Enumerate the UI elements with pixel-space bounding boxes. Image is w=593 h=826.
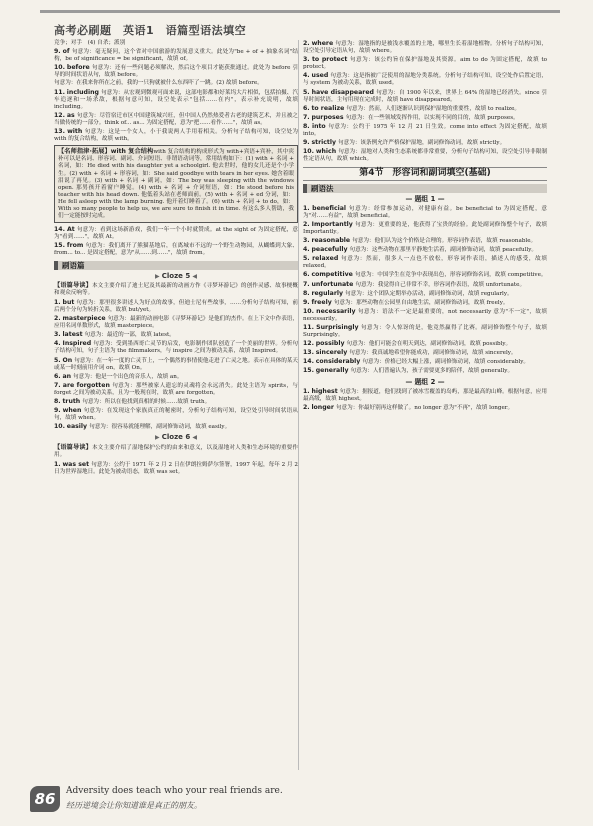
- entry-number: 11.: [303, 324, 314, 331]
- entry-answer: On: [62, 356, 73, 364]
- entry-explanation: 句意为：这是指被广泛使用的湿地分类系统。分析句子结构可知，设空处作后置定语，与 system 为被动关系，故填 used。: [303, 73, 547, 87]
- entry-explanation: 句意为：然而，人们逐渐认识到保护湿地的重要性，故填 to realize。: [346, 105, 521, 112]
- section-title-passages: 刷语篇: [54, 261, 298, 270]
- entry-number: 13.: [54, 128, 65, 136]
- entry-number: 7.: [303, 280, 310, 288]
- entry-explanation: 句意为：最近的一部，故填 latest。: [84, 332, 175, 339]
- answer-entry: [303, 404, 547, 412]
- reading-guide-title: 【语篇导读】: [54, 443, 92, 451]
- entry-number: 4.: [303, 72, 310, 80]
- entry-number: 12.: [54, 111, 65, 119]
- entry-explanation: 句意为：我真诚地希望你能成功，副词修饰动词，故填 sincerely。: [349, 350, 517, 357]
- entry-explanation: 句意为：语法不一定是最重要的，not necessarily 意为"不一定"，故填 necessarily。: [303, 308, 548, 322]
- answer-entry: [54, 373, 298, 381]
- answer-entry: [54, 112, 298, 127]
- entry-answer: to realize: [311, 104, 345, 112]
- tip-box-body: with 复合结构的构成形式为 with+宾语+宾补，其中宾补可以是名词、形容词、副词、介词短语、非谓语动词等，常用结构如下：(1) with + 名词 + 名词，如：He died with his daughter yet a schoolgirl. 他去世时，他的女儿还是个小学生。(2) with + 名词 + 形容词，如：She said goodbye with tears in her eyes. 她含着眼泪说了再见。(3) with + 名词 + 副词，如：The boy was sleeping with the windows open. 那男孩开着窗户睡觉。(4) with + 名词 + 介词短语，如：He stood before his teacher with his head down. 他低着头站在老师面前。(5) with + 名词 + ed 分词，如：He fell asleep with the lamp burning. 他开着灯睡着了。(6) with + 名词 + to do，如：With so many people to help us, we are sure to finish it in time. 有这么多人帮助，我们一定能按时完成。: [58, 149, 294, 220]
- answer-entry: [54, 423, 298, 431]
- answer-entry: [54, 461, 298, 476]
- entry-explanation: 句意为：中国学生在竞争中表现出色，形容词修饰名词，故填 competitive。: [354, 272, 547, 279]
- entry-number: 5.: [303, 255, 310, 263]
- answer-entry: [303, 72, 547, 87]
- left-column: [54, 40, 298, 477]
- answer-entry: [54, 331, 298, 339]
- entry-number: 5.: [303, 88, 310, 96]
- entry-explanation: 句意为：那些被家人遗忘的灵魂将会永远消失。此处主语为 spirits，与 forget 之间为被动关系，且为一般现在时，故填 are forgotten。: [54, 382, 298, 396]
- section-title-grammar: 刷语法: [303, 184, 547, 193]
- entry-number: 1.: [303, 387, 310, 395]
- entry-answer: easily: [66, 423, 88, 431]
- cloze-heading-label: Cloze 5: [161, 271, 191, 280]
- entry-explanation: 句意为：经常参加运动，对健康有益。be beneficial to 为固定搭配，意为"对……有益"，故填 beneficial。: [303, 205, 547, 219]
- entry-answer: from: [66, 242, 84, 250]
- answer-entry: [54, 315, 298, 330]
- cloze-heading: [54, 273, 298, 280]
- entry-explanation: 句意为：毫无疑问，这个省对中国旅游的发展意义重大。此处为"be + of + 抽象名词"结构，be of significance = be significant，故填 of。: [54, 49, 299, 63]
- entry-number: 4.: [303, 246, 310, 254]
- answer-entry: [54, 242, 298, 257]
- entry-number: 9.: [54, 48, 61, 56]
- tip-box: [54, 145, 298, 223]
- answer-entry: [303, 105, 547, 113]
- answer-entry: [54, 398, 298, 406]
- entry-answer: reasonable: [311, 237, 351, 245]
- entry-explanation: 句意为：自 1900 年以来，世界上 64% 的湿地已经消失。since 引导时间状语，主句用现在完成时，故填 have disappeared。: [303, 89, 548, 103]
- entry-answer: relaxed: [312, 255, 339, 263]
- footer-quote-chinese: 经历逆境会让你知道谁是真正的朋友。: [66, 801, 202, 810]
- answer-entry: [303, 139, 547, 147]
- answer-entry: [303, 40, 547, 55]
- reading-guide-title: 【语篇导读】: [54, 281, 92, 289]
- diamond-icon: —: [405, 194, 415, 203]
- answer-entry: [54, 64, 298, 79]
- entry-answer: possibly: [315, 340, 345, 348]
- entry-explanation: 句意为：这是一个女人，小于我说两人手用着相关。分析句子结构可知，设空处为 with 的复合结构，故填 with。: [54, 129, 298, 143]
- entry-explanation: 句意为：我觉得自己非常不幸，形容词作表语，故填 unfortunate。: [355, 281, 526, 288]
- answer-entry: [303, 271, 547, 279]
- entry-number: 1.: [54, 460, 61, 468]
- answer-entry: [303, 388, 547, 403]
- entry-explanation: 句意为：所以在他找到真相的时候……故填 truth。: [82, 399, 211, 406]
- entry-answer: masterpiece: [62, 315, 106, 323]
- entry-number: 9.: [54, 407, 61, 415]
- entry-number: 15.: [54, 242, 65, 250]
- column-divider: [298, 40, 299, 770]
- answer-entry: [303, 205, 547, 220]
- entry-explanation: 句意为：这个团队定期举办活动，副词修饰动词，故填 regularly。: [345, 290, 513, 297]
- entry-number: 2.: [303, 403, 310, 411]
- answer-entry: [303, 237, 547, 245]
- entry-answer: necessarily: [316, 307, 356, 315]
- entry-answer: with: [67, 128, 83, 136]
- entry-number: 10.: [54, 64, 65, 72]
- cloze-heading-label: Cloze 6: [161, 433, 191, 442]
- answer-entry: [303, 56, 547, 71]
- entry-number: 3.: [303, 237, 310, 245]
- entry-explanation: 句意为：我们离开了熊猫基地后，在离城市不远的一个野生动物园，从蝴蝶到大象、from... to... 是固定搭配，意为"从……到……"，故填 from。: [54, 243, 298, 257]
- section-4-title: 第4节 形容词和副词填空(基础): [303, 167, 547, 180]
- entry-answer: where: [311, 40, 334, 47]
- entry-explanation: 句意为：更重要的是，他获得了宝贵的经验。此处副词修饰整个句子，故填 Importantly。: [303, 221, 547, 235]
- entry-number: 5.: [54, 356, 61, 364]
- entry-number: 1.: [303, 204, 310, 212]
- entry-explanation: 句意为：他们认为这个价格是合理的。形容词作表语，故填 reasonable。: [352, 238, 537, 245]
- entry-number: 6.: [303, 104, 310, 112]
- entry-number: 7.: [54, 381, 61, 389]
- entry-answer: are forgotten: [62, 381, 110, 389]
- entry-number: 12.: [303, 340, 314, 348]
- answer-entry: [54, 340, 298, 355]
- entry-answer: latest: [62, 331, 83, 339]
- entry-answer: used: [311, 72, 329, 80]
- group-heading: [303, 196, 547, 203]
- answer-entry: [303, 324, 547, 339]
- entry-explanation: 句意为：受到墨西哥亡灵节的启发，电影制作团队创造了一个美丽的世界。分析句子结构可知，句子主语为 the filmmakers，与 inspire 之间为被动关系，故填 Inspired。: [54, 341, 298, 355]
- triangle-icon: ◀: [190, 434, 197, 442]
- entry-explanation: 句意为：令人惊讶的是，他竟然赢得了比赛。副词修饰整个句子，故填 Surprisingly。: [303, 325, 547, 339]
- page-number: 86: [30, 786, 60, 812]
- group-heading-label: 题组 1: [414, 194, 436, 203]
- entry-answer: competitive: [311, 271, 353, 279]
- entry-number: 4.: [54, 340, 61, 348]
- diamond-icon: —: [435, 194, 445, 203]
- entry-explanation: 句意为：从宏观到微观可面来说，这部电影都和好莱坞大片相似，包括拍摄、汽车追逐和一场杀敌，根据句意可知，设空处表示"包括……在内"，表示补充说明，故填 including。: [54, 89, 298, 110]
- entry-answer: Importantly: [311, 220, 353, 228]
- answer-entry: [54, 407, 298, 422]
- entry-answer: beneficial: [312, 204, 347, 212]
- reading-guide-text: 本文主要介绍了迪士尼及其最新的动画方作《寻梦环游记》的创作灵感、故事梗概和观众反响等。: [54, 282, 298, 296]
- entry-answer: freely: [311, 298, 332, 306]
- entry-explanation: 句意为：公约于 1971 年 2 月 2 日在伊朗拉姆萨尔签署，1997 年起，每年 2 月 2 日为世界湿地日。此处为被动语态，故填 was set。: [54, 461, 298, 475]
- entry-answer: to protect: [311, 56, 348, 64]
- cloze-heading: [54, 434, 298, 441]
- entry-explanation: 句意为：公约于 1975 年 12 月 21 日生效。come into effect 为固定搭配，故填 into。: [303, 123, 548, 138]
- answer-entry: [303, 299, 547, 307]
- triangle-icon: ▶: [155, 272, 162, 280]
- entry-number: 11.: [54, 88, 65, 96]
- answer-entry: [303, 349, 547, 357]
- answer-entry: [303, 89, 547, 104]
- entry-number: 2.: [303, 40, 310, 47]
- answer-entry: [303, 367, 547, 375]
- entry-number: 9.: [303, 298, 310, 306]
- entry-number: 14.: [54, 226, 65, 234]
- reading-guide: [54, 282, 298, 297]
- entry-answer: sincerely: [315, 349, 348, 357]
- entry-answer: which: [315, 148, 337, 156]
- reading-guide: [54, 444, 298, 459]
- running-head: 高考必刷题 英语1 语篇型语法填空: [54, 24, 247, 37]
- entry-explanation: 句意为：他们可能会在明天到达，副词修饰动词，故填 possibly。: [346, 341, 512, 348]
- answer-entry: [303, 340, 547, 348]
- entry-explanation: 句意为：湿地指的是被浅水覆盖的土地，哪里生长着湿地植物。分析句子结构可知，设空处引导定语从句，故填 where。: [303, 41, 547, 55]
- entry-number: 6.: [303, 271, 310, 279]
- entry-number: 3.: [54, 331, 61, 339]
- entry-number: 8.: [303, 122, 310, 130]
- entry-explanation: 句意为：湿地对人类和生态系统都非常重要，分析句子结构可知，设空处引导非限制性定语从句，故填 which。: [303, 149, 547, 163]
- entry-explanation: 句意为：该条例允许严格保护湿地，副词修饰动词，故填 strictly。: [338, 140, 506, 147]
- answer-entry: [303, 123, 547, 138]
- triangle-icon: ▶: [155, 434, 162, 442]
- entry-number: 2.: [54, 315, 61, 323]
- entry-explanation: 句意为：看到这场新游戏，我们一年一个小时就赞成。at the sight of 为固定搭配，意为"看到……"，故填 At。: [54, 227, 298, 241]
- entry-answer: before: [66, 64, 90, 72]
- diamond-icon: —: [435, 377, 445, 386]
- entry-explanation: 句意为：很容易就能理解，副词修饰动词，故填 easily。: [89, 424, 231, 431]
- answer-entry: [303, 148, 547, 163]
- entry-answer: purposes: [311, 113, 344, 121]
- entry-explanation: 句意为：该公约旨在保护湿地及其资源。aim to do 为固定搭配，故填 to protect。: [303, 57, 547, 71]
- entry-number: 2.: [303, 220, 310, 228]
- entry-answer: unfortunate: [311, 280, 354, 288]
- entry-answer: as: [66, 111, 75, 119]
- answer-entry: [303, 281, 547, 289]
- entry-explanation: 句意为：那些动物在公园里自由地生活，副词修饰动词，故填 freely。: [333, 299, 509, 306]
- entry-explanation: 句意为：据报道，他们找到了被冰雪覆盖的岛屿，那是最高的山峰。根据句意，应用最高级，故填 highest。: [303, 388, 547, 402]
- entry-explanation: 句意为：在一年一度的亡灵节上，一个偶然的事情使他走进了亡灵之地。表示在具体的某天或某一时刻前用介词 on，故填 On。: [54, 357, 298, 371]
- tip-box-title: 【名师指津·拓展】with 复合结构: [58, 148, 154, 156]
- answer-entry: [54, 48, 298, 63]
- entry-answer: have disappeared: [311, 88, 374, 96]
- entry-number: 9.: [303, 139, 310, 147]
- entry-answer: Inspired: [62, 340, 92, 348]
- entry-explanation: 句意为：在发现这个家族真正的秘密时，分析句子结构可知，设空处引导时间状语从句，故填 when。: [54, 408, 298, 422]
- entry-answer: when: [62, 407, 82, 415]
- entry-answer: generally: [315, 367, 349, 375]
- entry-answer: Surprisingly: [316, 324, 359, 331]
- right-column: [303, 40, 547, 413]
- answer-entry: [54, 357, 298, 372]
- entry-number: 14.: [303, 358, 314, 366]
- entry-answer: regularly: [311, 289, 344, 297]
- answer-entry: [54, 40, 298, 47]
- entry-number: 10.: [303, 148, 314, 156]
- answer-entry: [54, 80, 298, 87]
- answer-entry: [303, 246, 547, 254]
- entry-answer: highest: [311, 387, 338, 395]
- entry-number: 7.: [303, 113, 310, 121]
- entry-explanation: 句意为：尽管宿迁市区中国建筑城兴旺，但中国人仍然热爱者古老的建筑艺术，并且被之当做传统的一部分。think of... as... 为固定搭配，意为"把……看作……"，故填 as。: [54, 112, 298, 126]
- entry-answer: truth: [62, 398, 81, 406]
- entry-number: 3.: [303, 56, 310, 64]
- entry-answer: but: [62, 298, 75, 306]
- entry-explanation: 句意为：这些动物在那里平静地生活着，副词修饰动词，故填 peacefully。: [349, 247, 537, 254]
- entry-explanation: 句意为：人们普遍认为，孩子需要更多的陪伴，故填 generally。: [350, 368, 514, 375]
- entry-answer: was set: [62, 460, 90, 468]
- answer-entry: [303, 221, 547, 236]
- answer-entry: [303, 358, 547, 366]
- reading-guide-text: 本文主要介绍了湿地保护公约的由来和意义，以及湿地对人类和生态环境的重要作用。: [54, 444, 298, 458]
- entry-answer: strictly: [311, 139, 337, 147]
- answer-entry: [54, 299, 298, 314]
- answer-entry: [54, 128, 298, 143]
- entry-number: 6.: [54, 372, 61, 380]
- answer-entry: [54, 382, 298, 397]
- entry-answer: including: [66, 88, 99, 96]
- entry-number: 13.: [303, 349, 314, 357]
- answer-entry: [303, 114, 547, 122]
- footer-quote-english: Adversity does teach who your real friends are.: [66, 786, 283, 796]
- entry-explanation: 句意为：还有一些问题必须解决，然后这个项目才能获批通过。此处为 before 引导的时间状语从句，故填 before。: [54, 65, 298, 79]
- entry-answer: peacefully: [311, 246, 348, 254]
- entry-number: 10.: [54, 423, 65, 431]
- entry-answer: of: [62, 48, 70, 56]
- answer-entry: [54, 89, 298, 111]
- group-heading: [303, 379, 547, 386]
- entry-explanation: 句意为：在一些领域发挥作用，以实现不同的目的，故填 purposes。: [345, 114, 519, 121]
- entry-explanation: 竞争；对手 (4) 自杀；派别: [54, 40, 126, 46]
- entry-number: 15.: [303, 367, 314, 375]
- entry-answer: longer: [311, 403, 334, 411]
- answer-entry: [303, 255, 547, 270]
- entry-answer: At: [66, 226, 75, 234]
- entry-explanation: 句意为：那里很多讲述人为好点的故事，但迪士尼有些故事，……分析句子结构可知，前后两个分句为转折关系，故填 but/yet。: [54, 299, 298, 313]
- answer-entry: [303, 308, 547, 323]
- entry-answer: considerably: [315, 358, 361, 366]
- group-heading-label: 题组 2: [414, 377, 436, 386]
- entry-number: 1.: [54, 298, 61, 306]
- entry-answer: an: [62, 372, 72, 380]
- entry-number: 8.: [303, 289, 310, 297]
- entry-explanation: 句意为：你最好别再这样做了。no longer 意为"不再"，故填 longer。: [335, 404, 514, 411]
- entry-answer: into: [311, 122, 326, 130]
- triangle-icon: ◀: [190, 272, 197, 280]
- entry-explanation: 句意为：在我来你所在之前，我的一只狗就被什么东西吓了一跳。(2) 故填 before。: [54, 80, 263, 87]
- answer-entry: [303, 290, 547, 298]
- answer-entry: [54, 226, 298, 241]
- diamond-icon: —: [405, 377, 415, 386]
- entry-number: 8.: [54, 398, 61, 406]
- entry-explanation: 句意为：然而，很多人一点也不放松，形容词作表语，描述人的感受，故填 relaxed。: [303, 256, 547, 270]
- entry-explanation: 句意为：他是一个出色的音乐人，故填 an。: [73, 373, 183, 380]
- entry-explanation: 句意为：价格已经大幅上涨，副词修饰动词，故填 considerably。: [362, 359, 529, 366]
- top-rule: [40, 10, 560, 13]
- entry-number: 10.: [303, 307, 314, 315]
- entry-explanation: 句意为：最新的动画电影《寻梦环游记》是他们的杰作。在上下文中作表语，应用名词单数形式，故填 masterpiece。: [54, 316, 298, 330]
